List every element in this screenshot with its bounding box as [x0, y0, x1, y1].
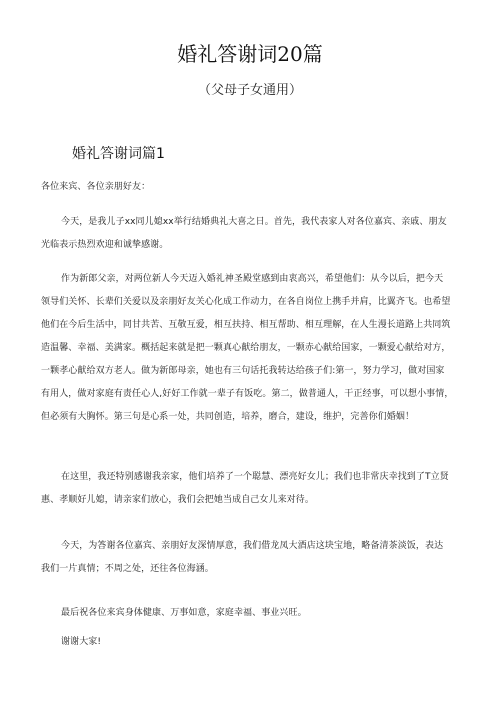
- paragraph-line: 我们一片真情；不周之处，还往各位海涵。: [41, 564, 214, 574]
- paragraph-line: 领导们关怀、长辈们关爱以及亲朋好友关心化成工作动力，在各自岗位上携手并肩，比翼齐飞。也希望: [41, 297, 451, 307]
- paragraph-6: [41, 631, 466, 654]
- paragraph-line: 作为新郎父亲，对两位新人今天迈入婚礼神圣殿堂感到由衷高兴，希望他们：从今以后，把今天: [61, 274, 444, 284]
- paragraph-line: 今天，是我儿子xx同儿媳xx举行结婚典礼大喜之日。首先，我代表家人对各位嘉宾、亲戚、朋友: [61, 217, 447, 227]
- document-subtitle: （父母子女通用）: [197, 83, 302, 98]
- paragraph-line: 光临表示热烈欢迎和诚挚感谢。: [41, 240, 169, 250]
- paragraph-line: 最后祝各位来宾身体健康、万事如意，家庭幸福、事业兴旺。: [61, 608, 307, 618]
- paragraph-line: 惠、孝顺好儿媳，请亲家们放心，我们会把她当成自己女儿来对待。: [41, 495, 315, 505]
- paragraph-line: 他们在今后生活中，同甘共苦、互敬互爱，相互扶持、相互帮助、相互理解，在人生漫长道路上共同筑: [41, 320, 451, 330]
- paragraph-line: 造温馨、幸福、美满家。概括起来就是把一颗真心献给朋友，一颗赤心献给国家，一颗爱心献给对方，: [41, 343, 451, 353]
- paragraph-line: 一颗孝心献给双方老人。做为新郎母亲，她也有三句话托我转达给孩子们:第一，努力学习，做对国家: [41, 366, 445, 376]
- paragraph-3: [41, 466, 466, 512]
- closing-line: 谢谢大家!: [61, 637, 102, 647]
- paragraph-5: [41, 602, 466, 625]
- greeting-line: 各位来宾、各位亲朋好友：: [41, 182, 151, 192]
- paragraph-line: 有用人，做对家庭有责任心人,好好工作就一辈子有饭吃。第二，做普通人，干正经事，可以想小事情，: [41, 389, 454, 399]
- paragraph-2: [41, 268, 466, 429]
- greeting-paragraph: [41, 176, 466, 199]
- section-heading: 婚礼答谢词篇1: [72, 146, 165, 162]
- paragraph-4: [41, 535, 466, 581]
- document-title: 婚礼答谢词20篇: [177, 42, 323, 66]
- paragraph-1: [41, 211, 466, 257]
- paragraph-line: 但必须有大胸怀。第三句是心系一处，共同创造，培养，磨合，建设，维护，完善你们婚姻！: [41, 412, 415, 422]
- paragraph-line: 今天，为答谢各位嘉宾、亲朋好友深情厚意，我们借龙凤大酒店这块宝地，略备清茶淡饭，表达: [61, 541, 444, 551]
- paragraph-line: 在这里，我还特别感谢我亲家，他们培养了一个聪慧、漂亮好女儿；我们也非常庆幸找到了T立贤: [61, 472, 449, 482]
